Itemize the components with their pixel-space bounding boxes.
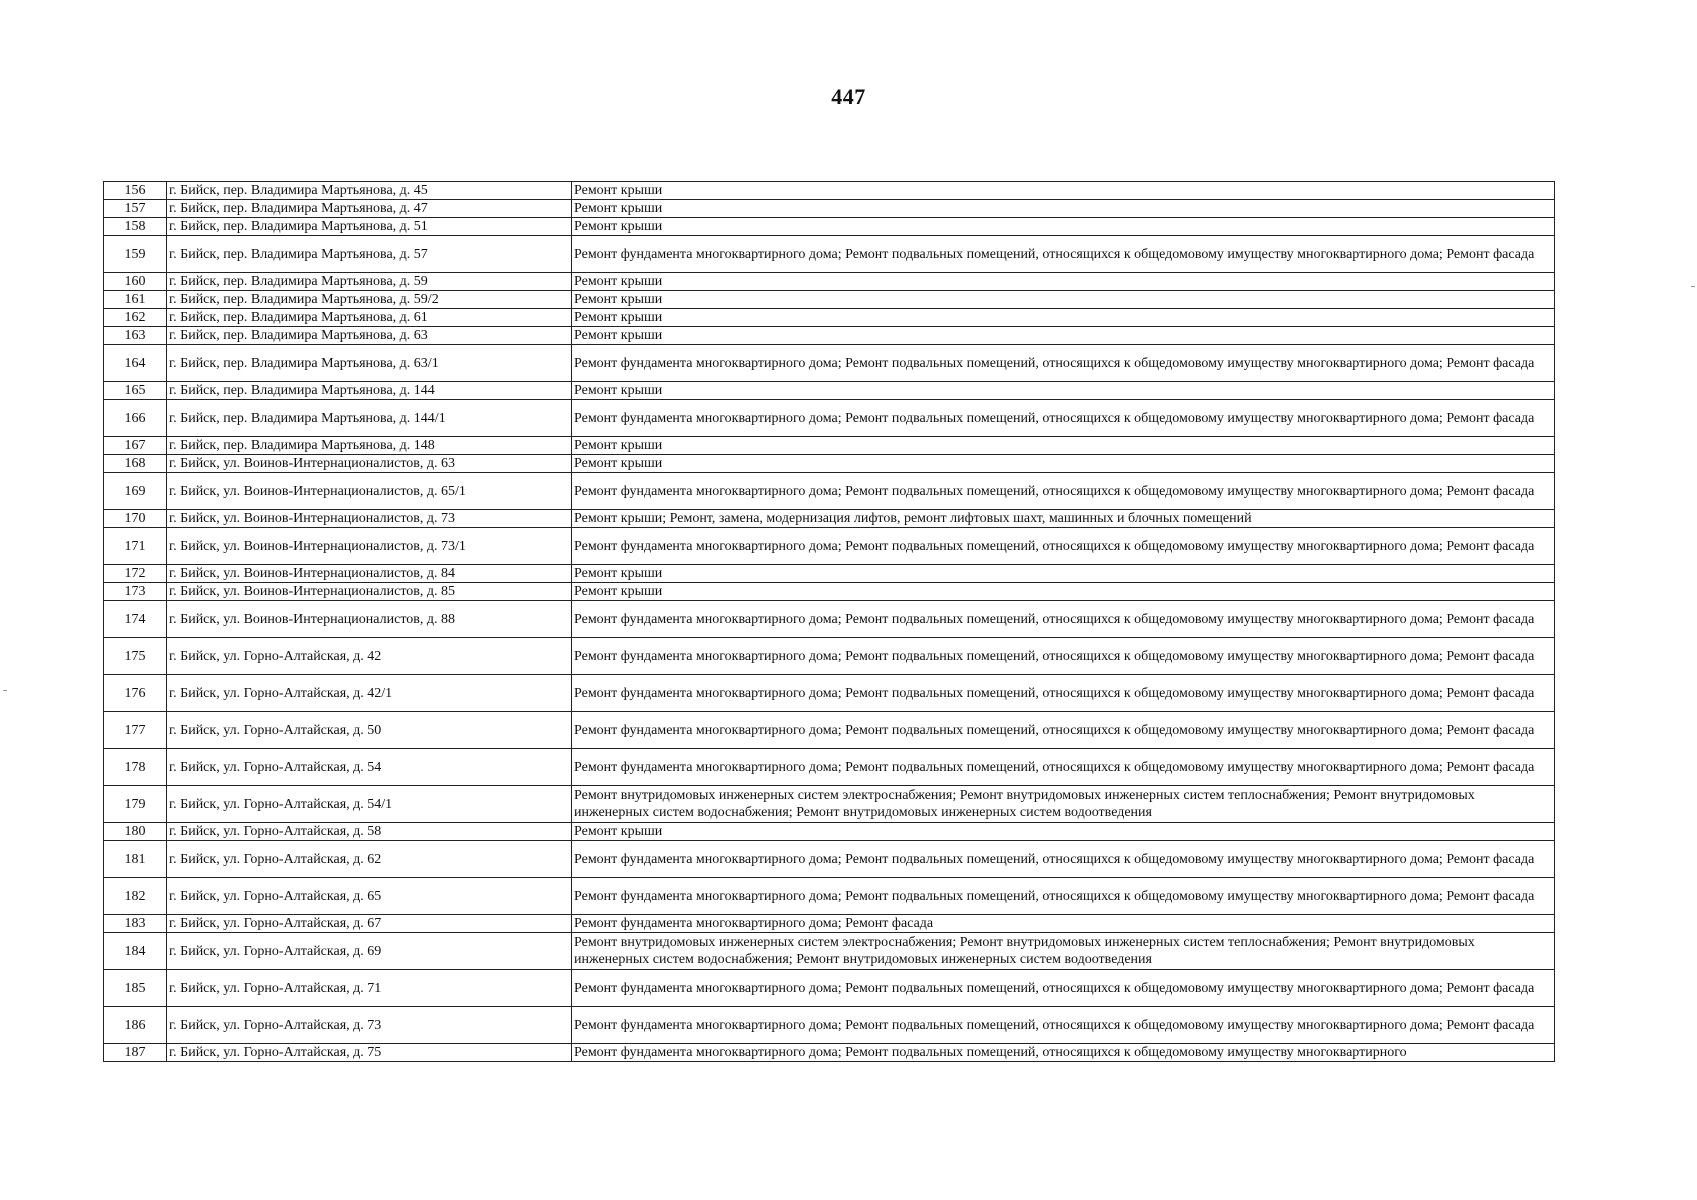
row-work-type: Ремонт крыши bbox=[572, 273, 1555, 291]
row-work-type: Ремонт фундамента многоквартирного дома; Ремонт подвальных помещений, относящихся к общедомовому имуществу многоквартирного дома; Ремонт фасада bbox=[572, 400, 1555, 437]
row-address: г. Бийск, ул. Горно-Алтайская, д. 54/1 bbox=[167, 786, 572, 823]
row-number: 169 bbox=[104, 473, 167, 510]
table-row bbox=[104, 1044, 1555, 1062]
table-row bbox=[104, 236, 1555, 273]
row-number: 161 bbox=[104, 291, 167, 309]
table-row bbox=[104, 327, 1555, 345]
row-number: 157 bbox=[104, 200, 167, 218]
row-address: г. Бийск, пер. Владимира Мартьянова, д. 47 bbox=[167, 200, 572, 218]
row-number: 163 bbox=[104, 327, 167, 345]
row-address: г. Бийск, пер. Владимира Мартьянова, д. 144/1 bbox=[167, 400, 572, 437]
row-address: г. Бийск, ул. Горно-Алтайская, д. 42/1 bbox=[167, 675, 572, 712]
row-address: г. Бийск, ул. Горно-Алтайская, д. 75 bbox=[167, 1044, 572, 1062]
row-number: 174 bbox=[104, 601, 167, 638]
row-number: 164 bbox=[104, 345, 167, 382]
row-work-type: Ремонт крыши bbox=[572, 565, 1555, 583]
row-work-type: Ремонт внутридомовых инженерных систем электроснабжения; Ремонт внутридомовых инженерных систем теплоснабжения; Ремонт внутридомовых инженерных систем водоснабжения; Ремонт внутридомовых инженерных систем водоотведения bbox=[572, 933, 1555, 970]
row-work-type: Ремонт фундамента многоквартирного дома; Ремонт подвальных помещений, относящихся к общедомовому имуществу многоквартирного дома; Ремонт фасада bbox=[572, 345, 1555, 382]
row-work-type: Ремонт крыши bbox=[572, 382, 1555, 400]
row-work-type: Ремонт фундамента многоквартирного дома; Ремонт подвальных помещений, относящихся к общедомовому имуществу многоквартирного дома; Ремонт фасада bbox=[572, 841, 1555, 878]
row-address: г. Бийск, пер. Владимира Мартьянова, д. 63/1 bbox=[167, 345, 572, 382]
row-work-type: Ремонт фундамента многоквартирного дома; Ремонт подвальных помещений, относящихся к общедомовому имуществу многоквартирного дома; Ремонт фасада bbox=[572, 473, 1555, 510]
row-address: г. Бийск, ул. Горно-Алтайская, д. 69 bbox=[167, 933, 572, 970]
row-work-type: Ремонт крыши bbox=[572, 437, 1555, 455]
row-work-type: Ремонт крыши bbox=[572, 218, 1555, 236]
table-row bbox=[104, 291, 1555, 309]
table-row bbox=[104, 200, 1555, 218]
row-address: г. Бийск, ул. Воинов-Интернационалистов, д. 85 bbox=[167, 583, 572, 601]
row-work-type: Ремонт крыши bbox=[572, 455, 1555, 473]
row-number: 185 bbox=[104, 970, 167, 1007]
table-row bbox=[104, 510, 1555, 528]
table-row bbox=[104, 749, 1555, 786]
row-number: 160 bbox=[104, 273, 167, 291]
row-address: г. Бийск, ул. Горно-Алтайская, д. 73 bbox=[167, 1007, 572, 1044]
row-number: 159 bbox=[104, 236, 167, 273]
row-number: 165 bbox=[104, 382, 167, 400]
table-row bbox=[104, 382, 1555, 400]
row-work-type: Ремонт фундамента многоквартирного дома; Ремонт подвальных помещений, относящихся к общедомовому имуществу многоквартирного дома; Ремонт фасада bbox=[572, 970, 1555, 1007]
table-row bbox=[104, 345, 1555, 382]
row-work-type: Ремонт крыши bbox=[572, 182, 1555, 200]
table-row bbox=[104, 182, 1555, 200]
row-number: 170 bbox=[104, 510, 167, 528]
row-address: г. Бийск, пер. Владимира Мартьянова, д. 59 bbox=[167, 273, 572, 291]
row-number: 180 bbox=[104, 823, 167, 841]
row-address: г. Бийск, пер. Владимира Мартьянова, д. 45 bbox=[167, 182, 572, 200]
row-number: 171 bbox=[104, 528, 167, 565]
row-address: г. Бийск, ул. Горно-Алтайская, д. 67 bbox=[167, 915, 572, 933]
row-work-type: Ремонт фундамента многоквартирного дома; Ремонт подвальных помещений, относящихся к общедомовому имуществу многоквартирного дома; Ремонт фасада bbox=[572, 236, 1555, 273]
row-work-type: Ремонт крыши bbox=[572, 309, 1555, 327]
row-number: 162 bbox=[104, 309, 167, 327]
row-address: г. Бийск, ул. Воинов-Интернационалистов, д. 73/1 bbox=[167, 528, 572, 565]
row-number: 175 bbox=[104, 638, 167, 675]
row-work-type: Ремонт крыши bbox=[572, 327, 1555, 345]
row-work-type: Ремонт фундамента многоквартирного дома; Ремонт подвальных помещений, относящихся к общедомовому имуществу многоквартирного дома; Ремонт фасада bbox=[572, 1007, 1555, 1044]
table-row bbox=[104, 528, 1555, 565]
page-number: 447 bbox=[831, 84, 866, 109]
table-row bbox=[104, 823, 1555, 841]
row-work-type: Ремонт фундамента многоквартирного дома; Ремонт подвальных помещений, относящихся к общедомовому имуществу многоквартирного дома; Ремонт фасада bbox=[572, 638, 1555, 675]
row-number: 172 bbox=[104, 565, 167, 583]
table-row bbox=[104, 841, 1555, 878]
row-number: 176 bbox=[104, 675, 167, 712]
row-number: 177 bbox=[104, 712, 167, 749]
table-row bbox=[104, 933, 1555, 970]
table-row bbox=[104, 915, 1555, 933]
row-number: 167 bbox=[104, 437, 167, 455]
row-work-type: Ремонт крыши bbox=[572, 823, 1555, 841]
row-number: 166 bbox=[104, 400, 167, 437]
table-row bbox=[104, 970, 1555, 1007]
row-address: г. Бийск, ул. Горно-Алтайская, д. 62 bbox=[167, 841, 572, 878]
row-address: г. Бийск, ул. Горно-Алтайская, д. 50 bbox=[167, 712, 572, 749]
row-number: 184 bbox=[104, 933, 167, 970]
row-address: г. Бийск, ул. Горно-Алтайская, д. 65 bbox=[167, 878, 572, 915]
row-number: 186 bbox=[104, 1007, 167, 1044]
row-work-type: Ремонт фундамента многоквартирного дома; Ремонт подвальных помещений, относящихся к общедомовому имуществу многоквартирного дома; Ремонт фасада bbox=[572, 749, 1555, 786]
row-address: г. Бийск, ул. Горно-Алтайская, д. 42 bbox=[167, 638, 572, 675]
row-work-type: Ремонт внутридомовых инженерных систем электроснабжения; Ремонт внутридомовых инженерных систем теплоснабжения; Ремонт внутридомовых инженерных систем водоснабжения; Ремонт внутридомовых инженерных систем водоотведения bbox=[572, 786, 1555, 823]
row-work-type: Ремонт фундамента многоквартирного дома; Ремонт подвальных помещений, относящихся к общедомовому имуществу многоквартирного дома; Ремонт фасада bbox=[572, 878, 1555, 915]
row-work-type: Ремонт крыши bbox=[572, 583, 1555, 601]
table-row bbox=[104, 273, 1555, 291]
row-work-type: Ремонт фундамента многоквартирного дома; Ремонт фасада bbox=[572, 915, 1555, 933]
table-row bbox=[104, 473, 1555, 510]
row-number: 178 bbox=[104, 749, 167, 786]
table-row bbox=[104, 309, 1555, 327]
table-row bbox=[104, 218, 1555, 236]
row-work-type: Ремонт фундамента многоквартирного дома; Ремонт подвальных помещений, относящихся к общедомовому имуществу многоквартирного дома; Ремонт фасада bbox=[572, 712, 1555, 749]
row-work-type: Ремонт фундамента многоквартирного дома; Ремонт подвальных помещений, относящихся к общедомовому имуществу многоквартирного bbox=[572, 1044, 1555, 1062]
row-number: 182 bbox=[104, 878, 167, 915]
row-address: г. Бийск, ул. Воинов-Интернационалистов, д. 65/1 bbox=[167, 473, 572, 510]
row-work-type: Ремонт фундамента многоквартирного дома; Ремонт подвальных помещений, относящихся к общедомовому имуществу многоквартирного дома; Ремонт фасада bbox=[572, 528, 1555, 565]
table-row bbox=[104, 565, 1555, 583]
table-row bbox=[104, 878, 1555, 915]
table-row bbox=[104, 601, 1555, 638]
row-work-type: Ремонт крыши bbox=[572, 291, 1555, 309]
row-number: 183 bbox=[104, 915, 167, 933]
row-work-type: Ремонт крыши; Ремонт, замена, модернизация лифтов, ремонт лифтовых шахт, машинных и блочных помещений bbox=[572, 510, 1555, 528]
table-row bbox=[104, 712, 1555, 749]
housing-repair-table bbox=[103, 181, 1555, 1062]
table-body bbox=[104, 182, 1555, 1062]
row-work-type: Ремонт фундамента многоквартирного дома; Ремонт подвальных помещений, относящихся к общедомовому имуществу многоквартирного дома; Ремонт фасада bbox=[572, 675, 1555, 712]
row-address: г. Бийск, пер. Владимира Мартьянова, д. 148 bbox=[167, 437, 572, 455]
table-row bbox=[104, 675, 1555, 712]
scan-edge-mark bbox=[1691, 286, 1695, 287]
table-row bbox=[104, 786, 1555, 823]
row-address: г. Бийск, ул. Воинов-Интернационалистов, д. 63 bbox=[167, 455, 572, 473]
row-number: 187 bbox=[104, 1044, 167, 1062]
row-address: г. Бийск, пер. Владимира Мартьянова, д. 61 bbox=[167, 309, 572, 327]
table-row bbox=[104, 638, 1555, 675]
scan-edge-mark bbox=[3, 690, 7, 691]
row-number: 173 bbox=[104, 583, 167, 601]
row-address: г. Бийск, ул. Воинов-Интернационалистов, д. 88 bbox=[167, 601, 572, 638]
row-work-type: Ремонт крыши bbox=[572, 200, 1555, 218]
table-row bbox=[104, 455, 1555, 473]
table-row bbox=[104, 400, 1555, 437]
row-address: г. Бийск, пер. Владимира Мартьянова, д. 59/2 bbox=[167, 291, 572, 309]
row-address: г. Бийск, пер. Владимира Мартьянова, д. 63 bbox=[167, 327, 572, 345]
row-address: г. Бийск, пер. Владимира Мартьянова, д. 57 bbox=[167, 236, 572, 273]
row-number: 156 bbox=[104, 182, 167, 200]
row-address: г. Бийск, ул. Горно-Алтайская, д. 71 bbox=[167, 970, 572, 1007]
row-number: 158 bbox=[104, 218, 167, 236]
row-address: г. Бийск, ул. Горно-Алтайская, д. 58 bbox=[167, 823, 572, 841]
row-address: г. Бийск, ул. Воинов-Интернационалистов, д. 84 bbox=[167, 565, 572, 583]
table-row bbox=[104, 437, 1555, 455]
table-row bbox=[104, 1007, 1555, 1044]
row-address: г. Бийск, пер. Владимира Мартьянова, д. 51 bbox=[167, 218, 572, 236]
row-number: 181 bbox=[104, 841, 167, 878]
row-number: 168 bbox=[104, 455, 167, 473]
row-address: г. Бийск, ул. Воинов-Интернационалистов, д. 73 bbox=[167, 510, 572, 528]
row-address: г. Бийск, ул. Горно-Алтайская, д. 54 bbox=[167, 749, 572, 786]
row-work-type: Ремонт фундамента многоквартирного дома; Ремонт подвальных помещений, относящихся к общедомовому имуществу многоквартирного дома; Ремонт фасада bbox=[572, 601, 1555, 638]
row-address: г. Бийск, пер. Владимира Мартьянова, д. 144 bbox=[167, 382, 572, 400]
table-row bbox=[104, 583, 1555, 601]
row-number: 179 bbox=[104, 786, 167, 823]
